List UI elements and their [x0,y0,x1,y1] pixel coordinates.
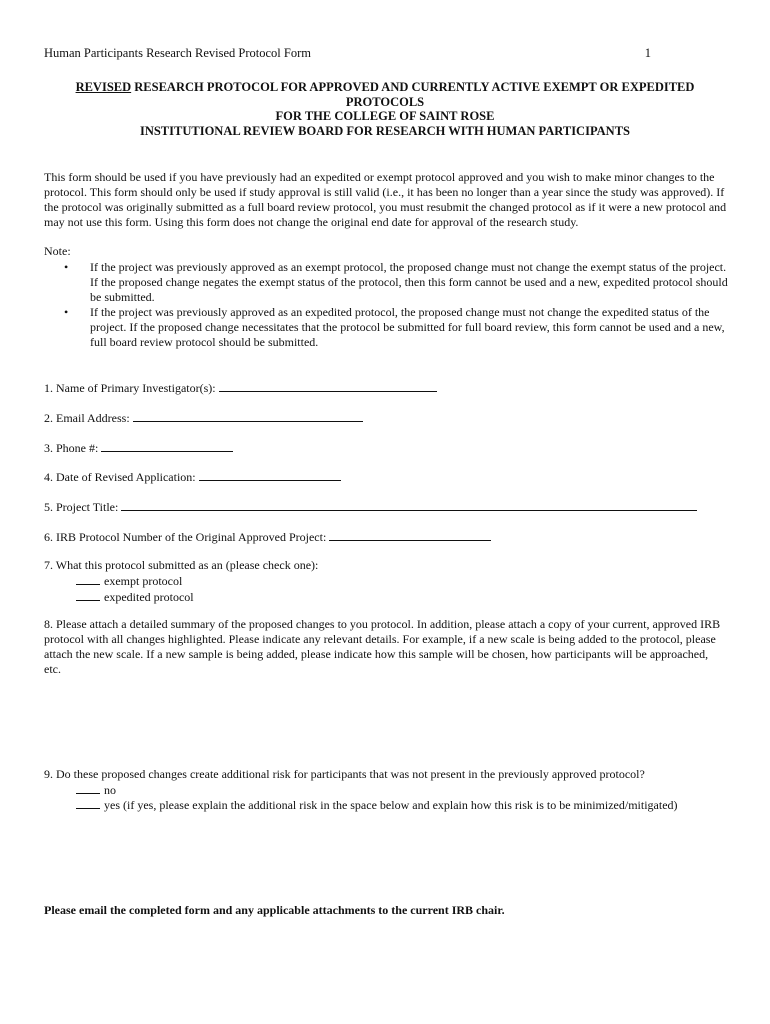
q9-option-yes [76,797,678,813]
note-item-2: If the project was previously approved as an expedited protocol, the proposed change must not change the expedited status of the project. If the proposed change necessitates that the protocol be submitted for full board review, this form cannot be used and a new, full board review protocol should be submitted. [90,305,725,349]
title-line-2: PROTOCOLS [345,94,425,109]
list-item [60,260,728,305]
header-title: Human Participants Research Revised Protocol Form [44,46,311,60]
q7-option-exempt [76,573,182,589]
question-4 [44,469,341,485]
expedited-checkbox[interactable] [76,589,100,601]
question-5-label: 5. Project Title: [44,500,119,514]
intro-paragraph: This form should be used if you have previously had an expedited or exempt protocol approved and you wish to make minor changes to the protocol. This form should only be used if study approval is still valid (i.e., it has been no longer than a year since the study was approved). If the protocol was originally submitted as a full board review protocol, you must resubmit the changed protocol as if it were a new protocol and may not use this form. Using this form does not change the original end date for approval of the research study. [44,170,727,229]
question-1 [44,380,437,396]
yes-label: yes (if yes, please explain the additional risk in the space below and explain how this risk is to be minimized/mitigated) [104,798,678,812]
footer-instruction: Please email the completed form and any applicable attachments to the current IRB chair. [44,903,505,917]
question-6-label: 6. IRB Protocol Number of the Original Approved Project: [44,530,327,544]
question-7: 7. What this protocol submitted as an (please check one): [44,558,319,572]
title-revised: REVISED [75,80,132,94]
title-line-4: INSTITUTIONAL REVIEW BOARD FOR RESEARCH WITH HUMAN PARTICIPANTS [139,123,631,138]
revised-date-field[interactable] [199,469,341,481]
form-title [30,80,740,138]
no-checkbox[interactable] [76,782,100,794]
page-number: 1 [644,46,651,60]
q7-option-expedited [76,589,194,605]
question-1-label: 1. Name of Primary Investigator(s): [44,381,216,395]
question-4-label: 4. Date of Revised Application: [44,470,196,484]
list-item [60,305,728,350]
exempt-label: exempt protocol [104,574,183,588]
q9-option-no [76,782,116,798]
title-line-3: FOR THE COLLEGE OF SAINT ROSE [275,109,495,123]
note-list [60,260,728,350]
question-9: 9. Do these proposed changes create additional risk for participants that was not present in the previously approved protocol? [44,767,645,781]
question-3-label: 3. Phone #: [44,441,99,455]
question-6 [44,529,491,545]
investigator-name-field[interactable] [219,380,437,392]
exempt-checkbox[interactable] [76,573,100,585]
page-header [44,46,650,61]
question-3 [44,440,233,456]
yes-checkbox[interactable] [76,797,100,809]
title-line-1-rest: RESEARCH PROTOCOL FOR APPROVED AND CURRENTLY ACTIVE EXEMPT OR EXPEDITED [131,80,695,94]
question-2-label: 2. Email Address: [44,411,130,425]
phone-field[interactable] [101,440,233,452]
email-field[interactable] [133,410,363,422]
bullet-icon: • [64,260,69,274]
question-5 [44,499,697,515]
no-label: no [104,783,116,797]
note-label: Note: [44,244,71,258]
note-item-1: If the project was previously approved as an exempt protocol, the proposed change must not change the exempt status of the project. If the proposed change negates the exempt status of the protocol, then this form cannot be used and a new, expedited protocol should be submitted. [90,260,728,304]
protocol-number-field[interactable] [329,529,491,541]
bullet-icon: • [64,305,69,319]
question-8: 8. Please attach a detailed summary of the proposed changes to you protocol. In addition, please attach a copy of your current, approved IRB protocol with all changes highlighted. Please indicate any relevant details. For example, if a new scale is being added to the protocol, please attach the new scale. If a new sample is being added, please indicate how this sample will be chosen, how participants will be approached, etc. [44,617,721,676]
question-2 [44,410,363,426]
title-line-1 [30,80,740,95]
project-title-field[interactable] [121,499,697,511]
expedited-label: expedited protocol [104,590,194,604]
